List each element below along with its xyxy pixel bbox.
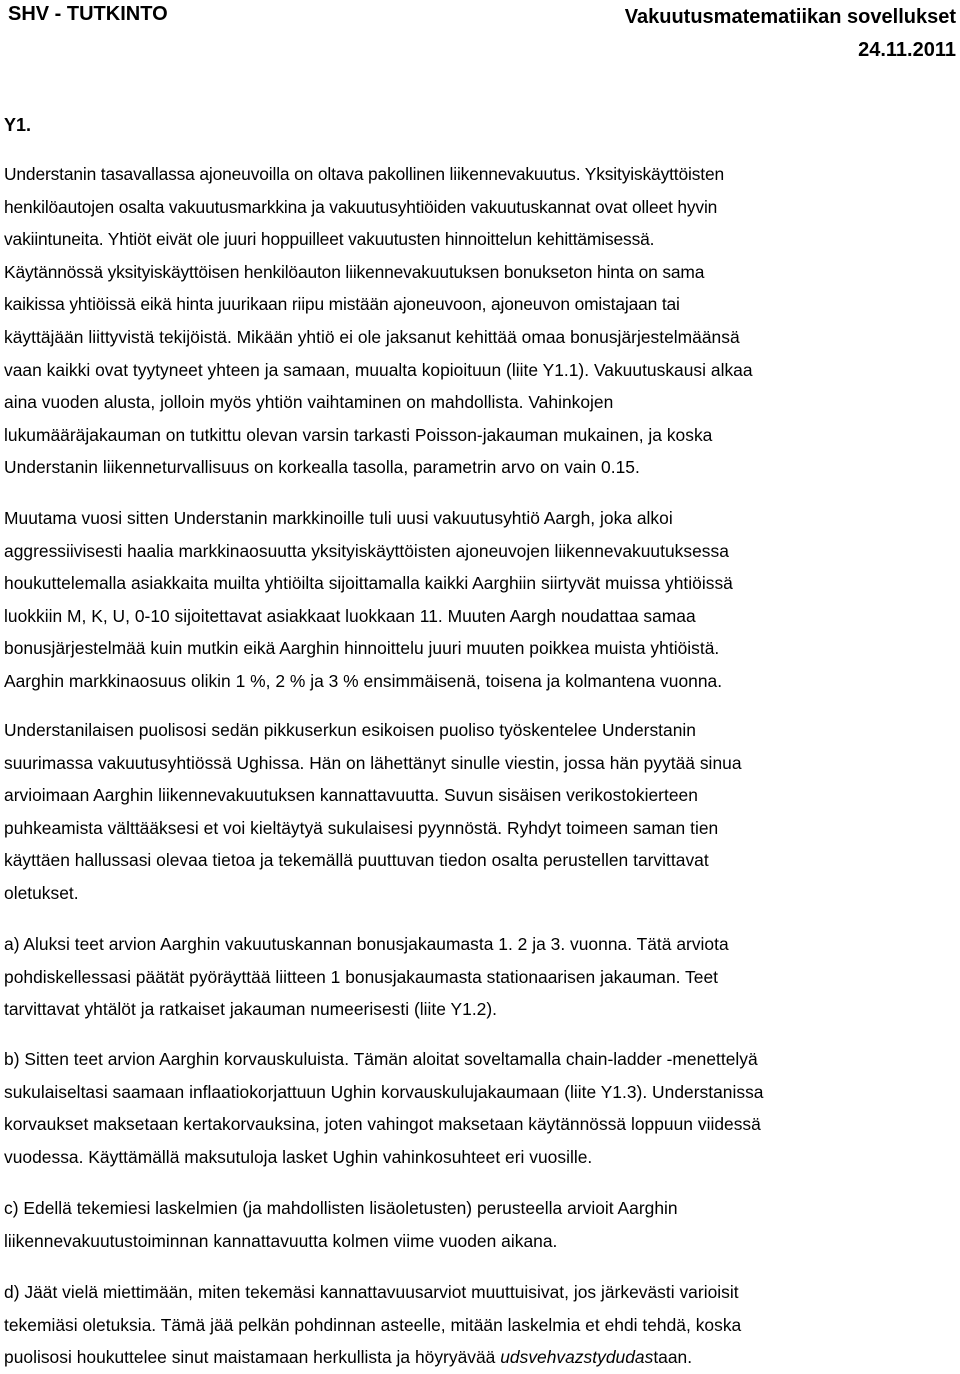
text-line: Understanin liikenneturvallisuus on korkealla tasolla, parametrin arvo on vain 0.15.	[4, 457, 640, 478]
text-line: puhkeamista välttääksesi et voi kieltäytyä sukulaisesi pyynnöstä. Ryhdyt toimeen saman tien	[4, 817, 719, 838]
text-line: tekemiäsi oletuksia. Tämä jää pelkän pohdinnan asteelle, mitään laskelmia et ehdi tehdä, koska	[4, 1314, 742, 1335]
text-line: henkilöautojen osalta vakuutusmarkkina ja vakuutusyhtiöiden vakuutuskannat ovat olleet hyvin	[4, 196, 718, 217]
text-line: luokkiin M, K, U, 0-10 sijoitettavat asiakkaat luokkaan 11. Muuten Aargh noudattaa samaa	[4, 605, 696, 626]
text-line: Käytännössä yksityiskäyttöisen henkilöauton liikennevakuutuksen bonukseton hinta on sama	[4, 261, 705, 282]
paragraph-aargh	[4, 502, 954, 698]
question-number: Y1.	[4, 115, 32, 135]
text-line: liikennevakuutustoiminnan kannattavuutta kolmen viime vuoden aikana.	[4, 1230, 558, 1251]
text-line: Muutama vuosi sitten Understanin markkinoille tuli uusi vakuutusyhtiö Aargh, joka alkoi	[4, 508, 673, 528]
text-line-last	[4, 1341, 954, 1374]
text-line: aggressiivisesti haalia markkinaosuutta yksityiskäyttöisten ajoneuvojen liikennevakuutuksessa	[4, 540, 729, 561]
text-line: vaan kaikki ovat tyytyneet yhteen ja samaan, muualta kopioituun (liite Y1.1). Vakuutuskausi alkaa	[4, 359, 753, 380]
exam-date: 24.11.2011	[858, 39, 956, 61]
text-line: d) Jäät vielä miettimään, miten tekemäsi kannattavuusarviot muuttuisivat, jos järkevästi varioisit	[4, 1282, 739, 1302]
text-line: oletukset.	[4, 882, 79, 903]
text-line: aina vuoden alusta, jolloin myös yhtiön vaihtaminen on mahdollista. Vahinkojen	[4, 392, 614, 413]
text-line: vakiintuneita. Yhtiöt eivät ole juuri hoppuilleet vakuutusten hinnoittelun kehittämisessä.	[4, 229, 655, 250]
text-line: Aarghin markkinaosuus olikin 1 %, 2 % ja 3 % ensimmäisenä, toisena ja kolmantena vuonna.	[4, 670, 723, 691]
page-header-right	[625, 1, 956, 67]
text-fragment: taan.	[653, 1347, 693, 1368]
text-line: käyttäen hallussasi olevaa tietoa ja tekemällä puuttuvan tiedon osalta perustellen tarvittavat	[4, 850, 709, 871]
text-line: houkuttelemalla asiakkaita muilta yhtiöilta sijoittamalla kaikki Aarghiin siirtyvät muissa yhtiöissä	[4, 573, 733, 594]
text-line: a) Aluksi teet arvion Aarghin vakuutuskannan bonusjakaumasta 1. 2 ja 3. vuonna. Tätä arviota	[4, 934, 729, 954]
paragraph-intro	[4, 158, 954, 484]
text-line: Understanin tasavallassa ajoneuvoilla on oltava pakollinen liikennevakuutus. Yksityiskäyttöisten	[4, 164, 724, 184]
text-line: lukumääräjakauman on tutkittu olevan varsin tarkasti Poisson-jakauman mukainen, ja koska	[4, 424, 713, 445]
text-fragment: puolisosi houkuttelee sinut maistamaan herkullista ja höyryävää	[4, 1347, 501, 1368]
text-line: sukulaiseltasi saamaan inflaatiokorjattuun Ughin korvauskulujakaumaan (liite Y1.3). Understanissa	[4, 1081, 764, 1102]
task-d	[4, 1276, 954, 1374]
text-line: Understanilaisen puolisosi sedän pikkuserkun esikoisen puoliso työskentelee Understanin	[4, 720, 696, 740]
text-line: vuodessa. Käyttämällä maksutuloja lasket Ughin vahinkosuhteet eri vuosille.	[4, 1146, 593, 1167]
italic-word: udsvehvazstydudas	[500, 1347, 654, 1368]
course-title: Vakuutusmatematiikan sovellukset	[624, 6, 956, 28]
text-line: kaikissa yhtiöissä eikä hinta juurikaan riipu mistään ajoneuvoon, ajoneuvon omistajaan tai	[4, 294, 680, 315]
task-a	[4, 928, 954, 1026]
paragraph-request	[4, 714, 954, 910]
text-line: arvioimaan Aarghin liikennevakuutuksen kannattavuutta. Suvun sisäisen verikostokierteen	[4, 785, 698, 806]
text-line: korvaukset maksetaan kertakorvauksina, joten vahingot maksetaan käytännössä loppuun viidessä	[4, 1114, 761, 1135]
text-line: tarvittavat yhtälöt ja ratkaiset jakauman numeerisesti (liite Y1.2).	[4, 999, 498, 1020]
text-line: käyttäjään liittyvistä tekijöistä. Mikään yhtiö ei ole jaksanut kehittää omaa bonusjärjestelmäänsä	[4, 326, 740, 347]
text-line: pohdiskellessasi päätät pyöräyttää liitteen 1 bonusjakaumasta stationaarisen jakauman. Teet	[4, 966, 718, 987]
task-c	[4, 1192, 954, 1257]
text-line: bonusjärjestelmää kuin mutkin eikä Aarghin hinnoittelu juuri muuten poikkea muista yhtiöistä.	[4, 638, 720, 659]
task-b	[4, 1043, 954, 1173]
text-line: b) Sitten teet arvion Aarghin korvauskuluista. Tämän aloitat soveltamalla chain-ladder -menettelyä	[4, 1049, 758, 1069]
text-line: suurimassa vakuutusyhtiössä Ughissa. Hän on lähettänyt sinulle viestin, jossa hän pyytää sinua	[4, 752, 742, 773]
text-line: c) Edellä tekemiesi laskelmien (ja mahdollisten lisäoletusten) perusteella arvioit Aarghin	[4, 1198, 678, 1218]
exam-name: SHV - TUTKINTO	[8, 3, 168, 25]
